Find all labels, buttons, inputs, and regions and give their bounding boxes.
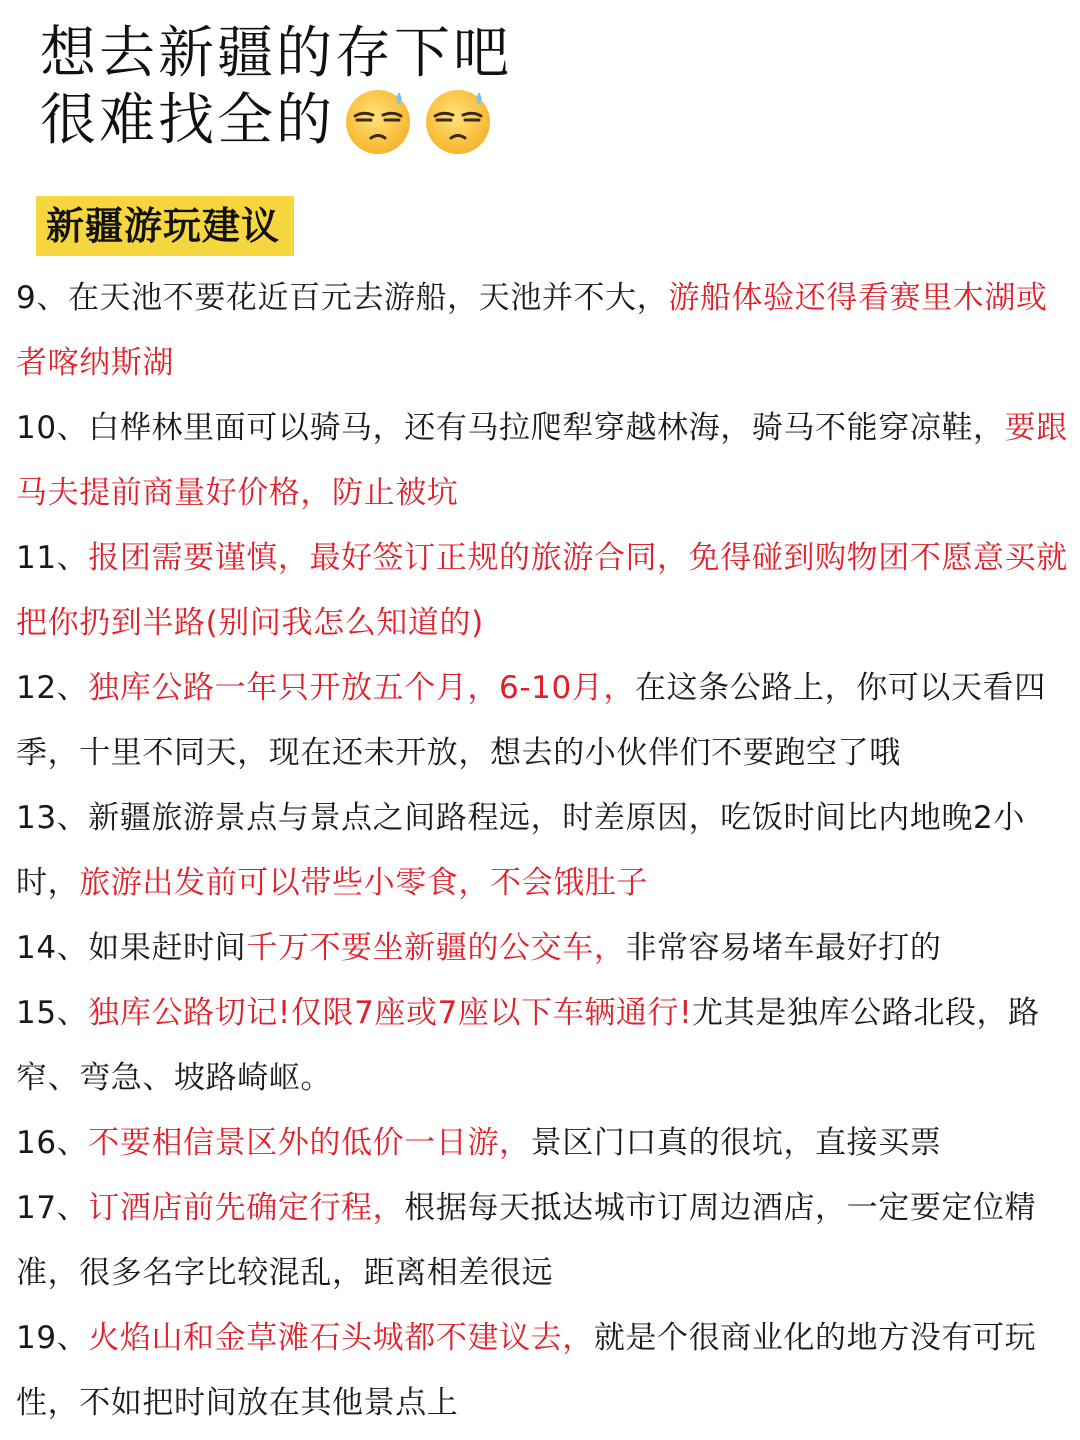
sweat-unamused-face-icon (423, 86, 493, 156)
tip-item (16, 526, 1068, 656)
tip-text: 非常容易堵车最好打的 (625, 930, 942, 966)
tip-item (16, 786, 1068, 916)
tip-item (16, 981, 1068, 1111)
tip-highlight: 旅游出发前可以带些小零食，不会饿肚子 (79, 865, 649, 901)
tip-highlight: 要跟马夫提前商量好价格，防止被坑 (16, 410, 1068, 511)
page-title: 想去新疆的存下吧 (40, 21, 512, 86)
title-line-2 (40, 86, 1040, 156)
tip-number: 15、 (16, 995, 89, 1031)
tip-item (16, 1111, 1068, 1176)
tip-number: 9、 (16, 280, 68, 316)
tip-text: 就是个很商业化的地方没有可玩性，不如把时间放在其他景点上 (16, 1320, 1037, 1421)
tip-number: 12、 (16, 670, 89, 706)
title-line-1 (40, 22, 1040, 86)
tip-item (16, 396, 1068, 526)
tip-highlight: 独库公路切记!仅限7座或7座以下车辆通行! (88, 995, 693, 1031)
tip-text: 新疆旅游景点与景点之间路程远，时差原因，吃饭时间比内地晚2小时， (16, 800, 1025, 901)
tip-number: 17、 (16, 1190, 89, 1226)
tip-text: 根据每天抵达城市订周边酒店，一定要定位精准，很多名字比较混乱，距离相差很远 (16, 1190, 1037, 1291)
title-block (40, 22, 1040, 156)
tip-text: 尤其是独库公路北段，路窄、弯急、坡路崎岖。 (16, 995, 1040, 1096)
tip-text: 在天池不要花近百元去游船，天池并不大， (67, 280, 669, 316)
tip-number: 14、 (16, 930, 89, 966)
tip-item (16, 1306, 1068, 1436)
sweat-unamused-face-icon (343, 86, 413, 156)
tip-text: 景区门口真的很坑，直接买票 (530, 1125, 942, 1161)
tip-highlight: 游船体验还得看赛里木湖或者喀纳斯湖 (16, 280, 1048, 381)
tip-item (16, 266, 1068, 396)
tip-number: 10、 (16, 410, 89, 446)
tip-highlight: 独库公路一年只开放五个月，6-10月， (88, 670, 636, 706)
tip-text: 在这条公路上，你可以天看四季，十里不同天，现在还未开放，想去的小伙伴们不要跑空了哦 (16, 670, 1046, 771)
tip-number: 11、 (16, 540, 89, 576)
tip-item (16, 656, 1068, 786)
page-subtitle: 很难找全的 (40, 88, 335, 153)
tip-highlight: 千万不要坐新疆的公交车， (246, 930, 626, 966)
tip-highlight: 火焰山和金草滩石头城都不建议去， (88, 1320, 594, 1356)
tip-number: 19、 (16, 1320, 89, 1356)
tip-highlight: 订酒店前先确定行程， (88, 1190, 405, 1226)
tip-item (16, 916, 1068, 981)
section-tag: 新疆游玩建议 (36, 196, 294, 256)
tip-item (16, 1176, 1068, 1306)
tip-highlight: 不要相信景区外的低价一日游， (88, 1125, 531, 1161)
tip-text: 白桦林里面可以骑马，还有马拉爬犁穿越林海，骑马不能穿凉鞋， (88, 410, 1005, 446)
tip-number: 16、 (16, 1125, 89, 1161)
tip-highlight: 报团需要谨慎，最好签订正规的旅游合同，免得碰到购物团不愿意买就把你扔到半路(别问我怎么知道的) (16, 540, 1068, 641)
tips-list (16, 266, 1068, 1436)
tip-text: 如果赶时间 (88, 930, 247, 966)
tip-number: 13、 (16, 800, 89, 836)
